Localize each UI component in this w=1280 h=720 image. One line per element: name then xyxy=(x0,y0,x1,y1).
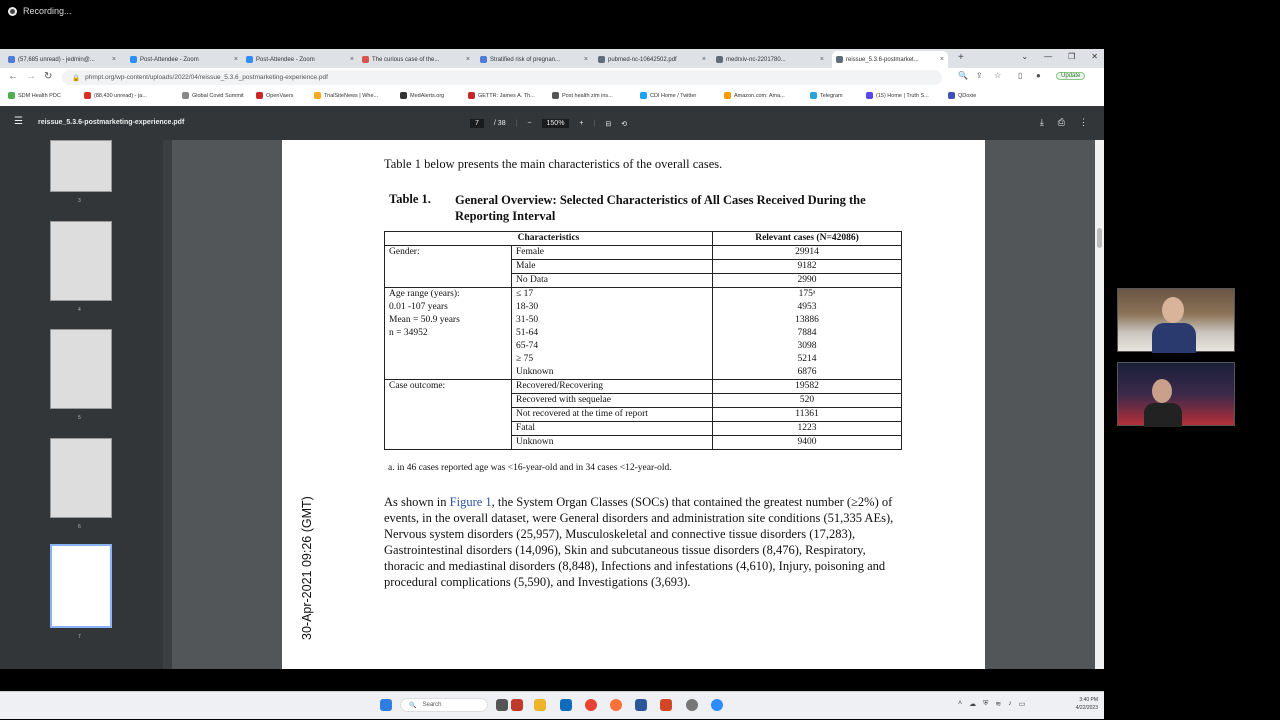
tab-title: The curious case of the... xyxy=(372,56,440,63)
reload-icon[interactable]: ↻ xyxy=(44,71,53,82)
group-cell xyxy=(385,380,512,450)
table-footnote: a. in 46 cases reported age was <16-year-old and in 34 cases <12-year-old. xyxy=(388,463,672,473)
page-thumbnail[interactable] xyxy=(50,544,112,628)
value-cell: 520 xyxy=(713,394,902,408)
bookmark-item[interactable] xyxy=(724,92,785,99)
battery-icon[interactable]: ▭ xyxy=(1018,701,1026,708)
chevron-down-icon[interactable]: ⌄ xyxy=(1021,52,1029,61)
column-header: Relevant cases (N=42086) xyxy=(713,232,902,246)
favicon-icon xyxy=(866,92,873,99)
thumbnail-number: 3 xyxy=(78,198,81,204)
favicon-icon xyxy=(256,92,263,99)
clock-date: 4/22/2023 xyxy=(1075,705,1098,711)
bookmark-item[interactable] xyxy=(8,92,61,99)
close-tab-icon[interactable]: × xyxy=(819,56,824,63)
bookmark-label: QDoxie xyxy=(958,92,977,99)
new-tab-icon[interactable]: + xyxy=(958,52,964,63)
pdf-page xyxy=(282,140,985,669)
outlook-icon[interactable] xyxy=(560,699,572,711)
page-number-input[interactable] xyxy=(470,119,484,128)
share-icon[interactable]: ⇪ xyxy=(976,71,983,80)
browser-tab[interactable] xyxy=(712,51,828,68)
tab-title: Post-Attendee - Zoom xyxy=(140,56,199,63)
browser-window xyxy=(0,49,1104,711)
category-cell: 65-74 xyxy=(512,340,713,353)
word-icon[interactable] xyxy=(635,699,647,711)
close-tab-icon[interactable]: × xyxy=(939,56,944,63)
category-cell: 51-64 xyxy=(512,327,713,340)
table-title: General Overview: Selected Characteristics of All Cases Received During the Reporting Interval xyxy=(455,193,866,223)
value-cell: 3098 xyxy=(713,340,902,353)
volume-icon[interactable]: ♪ xyxy=(1008,700,1012,707)
search-icon: 🔍 xyxy=(409,702,417,709)
table-row xyxy=(385,288,902,302)
page-current: 7 xyxy=(475,120,479,127)
tab-title: medrxiv-nc-2201780... xyxy=(726,56,786,63)
bookmark-item[interactable] xyxy=(640,92,696,99)
sidepanel-icon[interactable]: ▯ xyxy=(1018,71,1023,80)
date-stamp: 30-Apr-2021 09:26 (GMT) xyxy=(300,496,314,640)
clock[interactable] xyxy=(1076,696,1098,712)
bookmark-label: Global Covid Summit xyxy=(192,92,244,99)
page-thumbnail[interactable] xyxy=(50,221,112,301)
value-cell: 4953 xyxy=(713,301,902,314)
category-cell: Not recovered at the time of report xyxy=(512,408,713,422)
powerpoint-icon[interactable] xyxy=(660,699,672,711)
category-cell: Unknown xyxy=(512,366,713,380)
value-cell: 2990 xyxy=(713,274,902,288)
bookmark-item[interactable] xyxy=(256,92,293,99)
body-paragraph xyxy=(384,494,904,590)
favicon-icon xyxy=(724,92,731,99)
favicon-icon xyxy=(948,92,955,99)
favicon-icon xyxy=(640,92,647,99)
figure-link[interactable]: Figure 1 xyxy=(449,495,492,509)
browser-toolbar xyxy=(0,68,1104,88)
task-view-icon[interactable] xyxy=(496,699,508,711)
category-cell: Female xyxy=(512,246,713,260)
recording-label: Recording... xyxy=(23,6,72,16)
column-header: Characteristics xyxy=(385,232,713,246)
value-cell: 6876 xyxy=(713,366,902,380)
category-cell: Recovered/Recovering xyxy=(512,380,713,394)
value-cell: 1223 xyxy=(713,422,902,436)
bookmark-item[interactable] xyxy=(468,92,535,99)
close-tab-icon[interactable]: × xyxy=(583,56,588,63)
sidebar-scrollbar[interactable] xyxy=(163,140,172,669)
windows-start-icon[interactable] xyxy=(380,699,392,711)
table-row xyxy=(385,380,902,394)
value-cell: 19582 xyxy=(713,380,902,394)
close-icon[interactable]: ✕ xyxy=(1091,52,1098,61)
profile-icon[interactable]: ● xyxy=(1036,71,1041,80)
group-name: Gender: xyxy=(389,247,420,257)
back-icon[interactable]: ← xyxy=(8,71,18,82)
favicon-icon xyxy=(836,56,843,63)
characteristics-table xyxy=(384,231,902,450)
update-button[interactable]: Update xyxy=(1056,72,1085,80)
category-cell: 31-50 xyxy=(512,314,713,327)
value-cell: 29914 xyxy=(713,246,902,260)
recording-indicator[interactable] xyxy=(8,4,72,18)
pdf-toolbar xyxy=(0,106,1104,140)
vertical-scrollbar[interactable] xyxy=(1095,140,1104,669)
forward-icon[interactable]: → xyxy=(26,71,36,82)
close-tab-icon[interactable]: × xyxy=(701,56,706,63)
browser-tab[interactable] xyxy=(476,51,592,68)
page-controls: 7 / 38 | − 150% + | ⊟ ⟲ xyxy=(470,119,627,128)
bookmark-label: Telegram xyxy=(820,92,843,99)
favicon-icon xyxy=(246,56,253,63)
browser-tab[interactable] xyxy=(832,51,948,68)
category-cell: ≥ 75 xyxy=(512,353,713,366)
category-cell: No Data xyxy=(512,274,713,288)
page-thumbnail[interactable] xyxy=(50,329,112,409)
thumbnail-number: 7 xyxy=(78,634,81,640)
wifi-icon[interactable]: ≋ xyxy=(995,701,1002,708)
star-icon[interactable]: ☆ xyxy=(994,71,1002,80)
group-name: Age range (years): xyxy=(389,289,460,299)
bookmark-label: TrialSiteNews | Whe... xyxy=(324,92,379,99)
bookmark-label: (15) Home | Truth S... xyxy=(876,92,929,99)
para-text-start: As shown in xyxy=(384,495,450,509)
person-face xyxy=(1152,379,1172,403)
favicon-icon xyxy=(84,92,91,99)
group-cell xyxy=(385,288,512,380)
download-icon[interactable]: ⤓ xyxy=(1039,117,1044,127)
close-tab-icon[interactable]: × xyxy=(349,56,354,63)
favicon-icon xyxy=(130,56,137,63)
close-tab-icon[interactable]: × xyxy=(233,56,238,63)
bookmark-item[interactable] xyxy=(84,92,147,99)
value-cell: 175ᵃ xyxy=(713,288,902,302)
webcam-tile-host[interactable] xyxy=(1117,362,1235,426)
browser-tab[interactable] xyxy=(358,51,474,68)
bookmarks-bar xyxy=(0,88,1104,107)
search-placeholder: Search xyxy=(422,702,442,708)
favicon-icon xyxy=(362,56,369,63)
fit-page-icon[interactable]: ⊟ xyxy=(605,120,612,128)
clock-time: 3:40 PM xyxy=(1079,697,1098,703)
close-tab-icon[interactable]: × xyxy=(111,56,116,63)
favicon-icon xyxy=(552,92,559,99)
tab-title: pubmed-nc-10642502.pdf xyxy=(608,56,677,63)
pdf-viewport[interactable] xyxy=(0,140,1104,669)
group-name: Case outcome: xyxy=(389,381,446,391)
app-icon[interactable] xyxy=(511,699,523,711)
zoom-out-icon[interactable]: − xyxy=(527,120,532,127)
favicon-icon xyxy=(810,92,817,99)
table-label: Table 1. xyxy=(389,192,431,206)
table-row xyxy=(385,246,902,260)
person-body xyxy=(1144,403,1182,427)
bookmark-label: MedAlerts.org xyxy=(410,92,445,99)
category-cell: 18-30 xyxy=(512,301,713,314)
thumbnail-number: 4 xyxy=(78,307,81,313)
window-controls xyxy=(1021,52,1098,61)
bookmark-item[interactable] xyxy=(552,92,613,99)
value-cell: 9182 xyxy=(713,260,902,274)
category-cell: ≤ 17 xyxy=(512,288,713,302)
favicon-icon xyxy=(8,56,15,63)
category-cell: Fatal xyxy=(512,422,713,436)
bookmark-label: (88,430 unread) - ja... xyxy=(94,92,147,99)
tab-title: reissue_5.3.6-postmarket... xyxy=(846,56,919,63)
more-options-icon[interactable]: ⋮ xyxy=(1079,117,1088,127)
bookmark-item[interactable] xyxy=(948,92,976,99)
tab-title: (57,685 unread) - jedmin@... xyxy=(18,56,95,63)
browser-tab[interactable] xyxy=(242,51,358,68)
lock-icon: 🔒 xyxy=(72,74,81,82)
favicon-icon xyxy=(716,56,723,63)
taskbar-search[interactable] xyxy=(400,698,488,712)
taskbar xyxy=(0,691,1104,719)
menu-icon[interactable]: ☰ xyxy=(14,116,23,127)
bookmark-label: Amazon.com: Ama... xyxy=(734,92,785,99)
tab-title: Post-Attendee - Zoom xyxy=(256,56,315,63)
chevron-up-icon[interactable]: ˄ xyxy=(958,700,963,707)
favicon-icon xyxy=(182,92,189,99)
page-total: / 38 xyxy=(493,120,506,127)
person-body xyxy=(1152,323,1196,353)
zoom-level[interactable]: 150% xyxy=(542,119,570,128)
bookmark-item[interactable] xyxy=(314,92,378,99)
group-cell xyxy=(385,246,512,288)
value-cell: 7884 xyxy=(713,327,902,340)
scrollbar-thumb[interactable] xyxy=(1097,228,1102,248)
tab-title: Stratified risk of pregnan... xyxy=(490,56,561,63)
value-cell: 13886 xyxy=(713,314,902,327)
group-note: 0.01 -107 years xyxy=(389,302,448,312)
chrome-icon[interactable] xyxy=(585,699,597,711)
browser-tab[interactable] xyxy=(126,51,242,68)
thumbnail-number: 6 xyxy=(78,524,81,530)
zoom-icon[interactable]: 🔍 xyxy=(958,71,968,80)
group-note: Mean = 50.9 years xyxy=(389,315,460,325)
page-thumbnail[interactable] xyxy=(50,140,112,192)
print-icon[interactable]: ⎙ xyxy=(1057,117,1065,127)
rotate-icon[interactable]: ⟲ xyxy=(621,120,628,128)
browser-tab[interactable] xyxy=(4,51,120,68)
pdf-actions xyxy=(1040,117,1088,128)
group-note: n = 34952 xyxy=(389,328,428,338)
bookmark-item[interactable] xyxy=(810,92,843,99)
shield-icon[interactable]: ⛨ xyxy=(983,700,989,707)
table-header-row xyxy=(385,232,902,246)
browser-tab[interactable] xyxy=(594,51,710,68)
thumbnail-number: 5 xyxy=(78,415,81,421)
category-cell: Unknown xyxy=(512,436,713,450)
value-cell: 5214 xyxy=(713,353,902,366)
bookmark-item[interactable] xyxy=(866,92,929,99)
intro-text: Table 1 below presents the main characteristics of the overall cases. xyxy=(384,157,723,171)
system-tray xyxy=(958,700,1025,708)
close-tab-icon[interactable]: × xyxy=(465,56,470,63)
zoom-in-icon[interactable]: + xyxy=(579,120,584,127)
bookmark-item[interactable] xyxy=(182,92,244,99)
maximize-icon[interactable]: ❐ xyxy=(1068,52,1076,61)
bookmark-label: OpenVaers xyxy=(266,92,294,99)
bookmark-item[interactable] xyxy=(400,92,444,99)
favicon-icon xyxy=(8,92,15,99)
bookmark-label: GETTR: James A. Th... xyxy=(478,92,535,99)
favicon-icon xyxy=(598,56,605,63)
zoom-app-icon[interactable] xyxy=(711,699,723,711)
tab-strip xyxy=(0,49,1104,68)
minimize-icon[interactable]: — xyxy=(1044,52,1053,61)
para-text-rest: , the System Organ Classes (SOCs) that contained the greatest number (≥2%) of events, in the overall dataset, were General disorders and administration site conditions (51,335 AEs), Nervous system disorders (25,957), Musculoskeletal and connective tissue disorders (17,283), Gastrointestinal disorders (14,096), Skin and subcutaneous tissue disorders (8,476), Respiratory, thoracic and mediastinal disorders (8,848), Infections and infestations (4,610), Injury, poisoning and procedural complications (5,590), and Investigations (3,693). xyxy=(384,495,894,589)
bookmark-label: CDI Home / Twitter xyxy=(650,92,697,99)
bookmark-label: Post health zim ins... xyxy=(562,92,613,99)
thumbnail-sidebar xyxy=(0,140,172,669)
page-thumbnail[interactable] xyxy=(50,438,112,518)
address-bar[interactable] xyxy=(62,70,942,85)
file-explorer-icon[interactable] xyxy=(534,699,546,711)
person-face xyxy=(1162,297,1184,323)
favicon-icon xyxy=(314,92,321,99)
category-cell: Recovered with sequelae xyxy=(512,394,713,408)
value-cell: 11361 xyxy=(713,408,902,422)
favicon-icon xyxy=(480,56,487,63)
record-icon xyxy=(8,7,17,16)
pdf-filename: reissue_5.3.6-postmarketing-experience.pdf xyxy=(38,119,185,126)
category-cell: Male xyxy=(512,260,713,274)
webcam-tile-speaker[interactable] xyxy=(1117,288,1235,352)
favicon-icon xyxy=(400,92,407,99)
settings-icon[interactable] xyxy=(686,699,698,711)
cloud-icon[interactable]: ☁ xyxy=(969,701,977,708)
url-text: phmpt.org/wp-content/uploads/2022/04/reissue_5.3.6_postmarketing-experience.pdf xyxy=(85,74,328,81)
value-cell: 9400 xyxy=(713,436,902,450)
bookmark-label: SDM Health PDC xyxy=(18,92,61,99)
favicon-icon xyxy=(468,92,475,99)
firefox-icon[interactable] xyxy=(610,699,622,711)
